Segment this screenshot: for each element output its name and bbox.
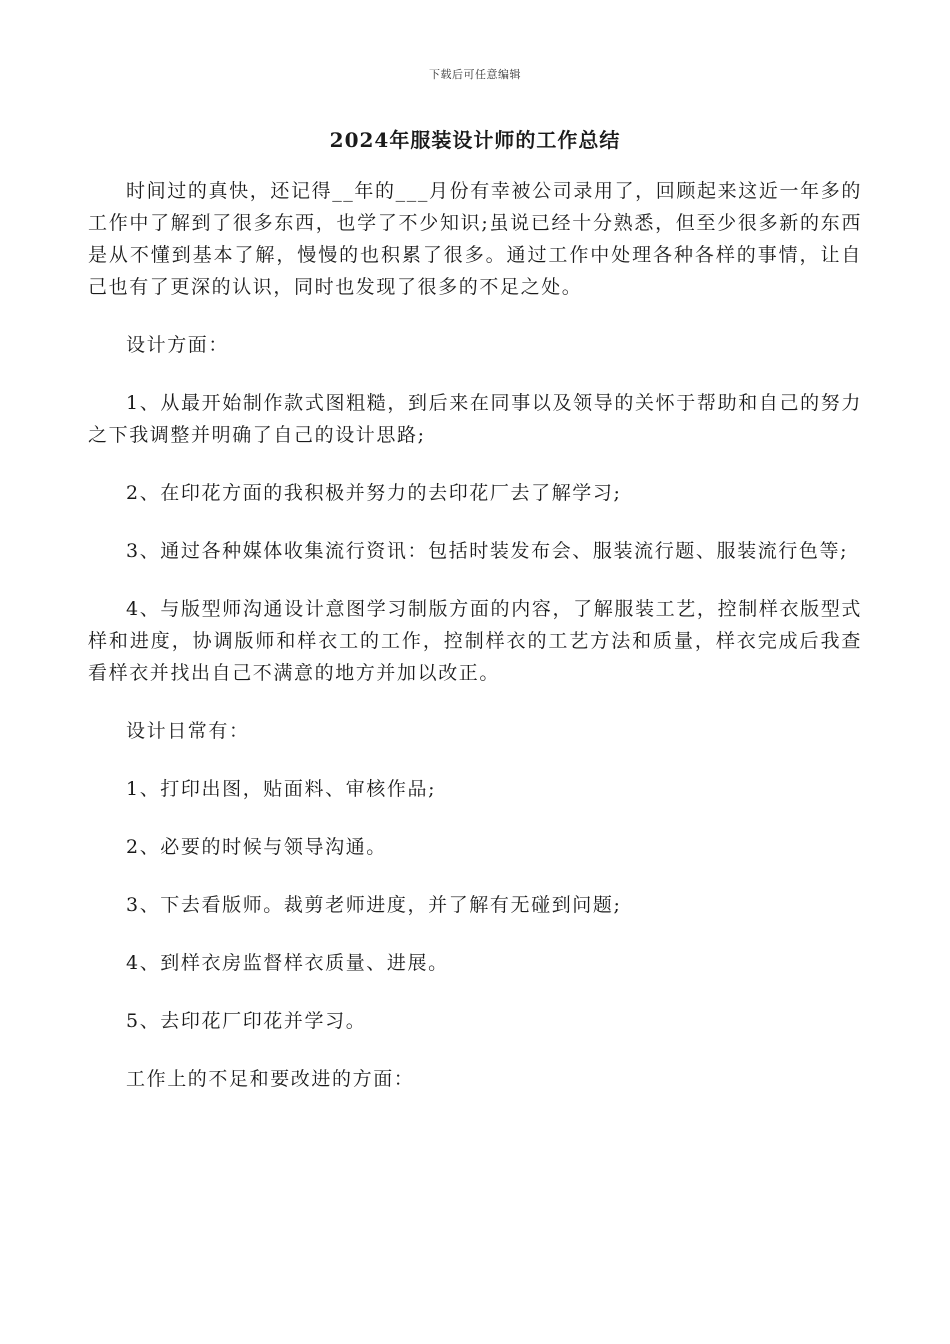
list-item-daily-1: 1、打印出图，贴面料、审核作品; [126, 778, 437, 800]
section-heading-design: 设计方面： [126, 334, 230, 356]
section-heading-improvement: 工作上的不足和要改进的方面： [126, 1068, 415, 1090]
section-heading-daily: 设计日常有： [126, 720, 250, 742]
list-item-daily-5: 5、去印花厂印花并学习。 [126, 1010, 367, 1032]
document-title: 2024年服装设计师的工作总结 [329, 128, 621, 152]
list-item-daily-2: 2、必要的时候与领导沟通。 [126, 836, 387, 858]
list-item-design-1: 1、从最开始制作款式图粗糙，到后来在同事以及领导的关怀于帮助和自己的努力之下我调整并明确了自己的设计思路; [88, 392, 862, 446]
document-body [88, 175, 862, 1121]
list-item-daily-4: 4、到样衣房监督样衣质量、进展。 [126, 952, 449, 974]
list-item-daily-3: 3、下去看版师。裁剪老师进度，并了解有无碰到问题; [126, 894, 622, 916]
list-item-design-3: 3、通过各种媒体收集流行资讯：包括时装发布会、服装流行题、服装流行色等; [126, 540, 849, 562]
list-item-design-2: 2、在印花方面的我积极并努力的去印花厂去了解学习; [126, 482, 622, 504]
header-note: 下载后可任意编辑 [429, 68, 521, 81]
list-item-design-4: 4、与版型师沟通设计意图学习制版方面的内容，了解服装工艺，控制样衣版型式样和进度，协调版师和样衣工的工作，控制样衣的工艺方法和质量，样衣完成后我查看样衣并找出自己不满意的地方并加以改正。 [88, 598, 862, 684]
paragraph-intro: 时间过的真快，还记得__年的___月份有幸被公司录用了，回顾起来这近一年多的工作中了解到了很多东西，也学了不少知识;虽说已经十分熟悉，但至少很多新的东西是从不懂到基本了解，慢慢的也积累了很多。通过工作中处理各种各样的事情，让自己也有了更深的认识，同时也发现了很多的不足之处。 [88, 180, 862, 298]
